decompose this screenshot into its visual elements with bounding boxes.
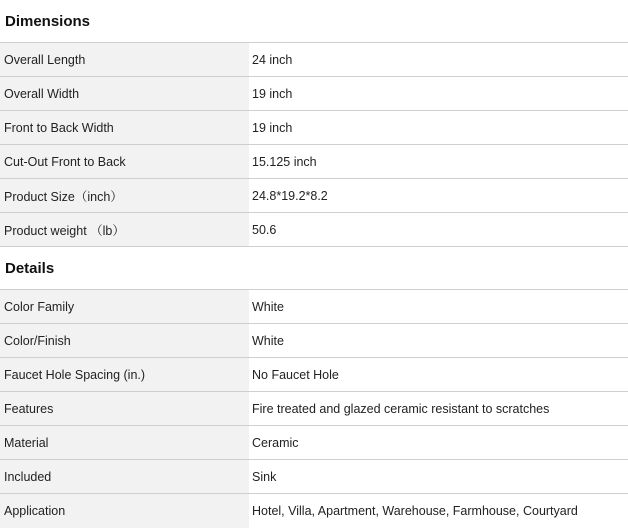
- row-label: Overall Width: [0, 77, 249, 110]
- table-row: [0, 179, 628, 213]
- row-value: Hotel, Villa, Apartment, Warehouse, Farmhouse, Courtyard: [249, 494, 628, 528]
- row-label: Color Family: [0, 290, 249, 323]
- row-value: 15.125 inch: [249, 145, 628, 178]
- row-value: Fire treated and glazed ceramic resistant to scratches: [249, 392, 628, 425]
- table-row: [0, 213, 628, 247]
- row-label: Faucet Hole Spacing (in.): [0, 358, 249, 391]
- row-value: 19 inch: [249, 111, 628, 144]
- dimensions-heading: Dimensions: [0, 0, 628, 43]
- table-row: [0, 111, 628, 145]
- row-value: 24 inch: [249, 43, 628, 76]
- row-label: Product Size（inch）: [0, 179, 249, 212]
- row-label: Front to Back Width: [0, 111, 249, 144]
- row-label: Color/Finish: [0, 324, 249, 357]
- row-label: Overall Length: [0, 43, 249, 76]
- table-row: [0, 358, 628, 392]
- table-row: [0, 77, 628, 111]
- row-value: 24.8*19.2*8.2: [249, 179, 628, 212]
- row-label: Cut-Out Front to Back: [0, 145, 249, 178]
- row-label: Material: [0, 426, 249, 459]
- row-value: Ceramic: [249, 426, 628, 459]
- row-value: 50.6: [249, 213, 628, 246]
- row-value: White: [249, 324, 628, 357]
- table-row: [0, 324, 628, 358]
- table-row: [0, 392, 628, 426]
- table-row: [0, 426, 628, 460]
- row-label: Features: [0, 392, 249, 425]
- table-row: [0, 145, 628, 179]
- row-label: Included: [0, 460, 249, 493]
- row-value: White: [249, 290, 628, 323]
- row-label: Application: [0, 494, 249, 528]
- table-row: [0, 290, 628, 324]
- row-value: Sink: [249, 460, 628, 493]
- row-label: Product weight （lb）: [0, 213, 249, 246]
- table-row: [0, 460, 628, 494]
- table-row: [0, 494, 628, 528]
- details-heading: Details: [0, 247, 628, 290]
- row-value: No Faucet Hole: [249, 358, 628, 391]
- row-value: 19 inch: [249, 77, 628, 110]
- table-row: [0, 43, 628, 77]
